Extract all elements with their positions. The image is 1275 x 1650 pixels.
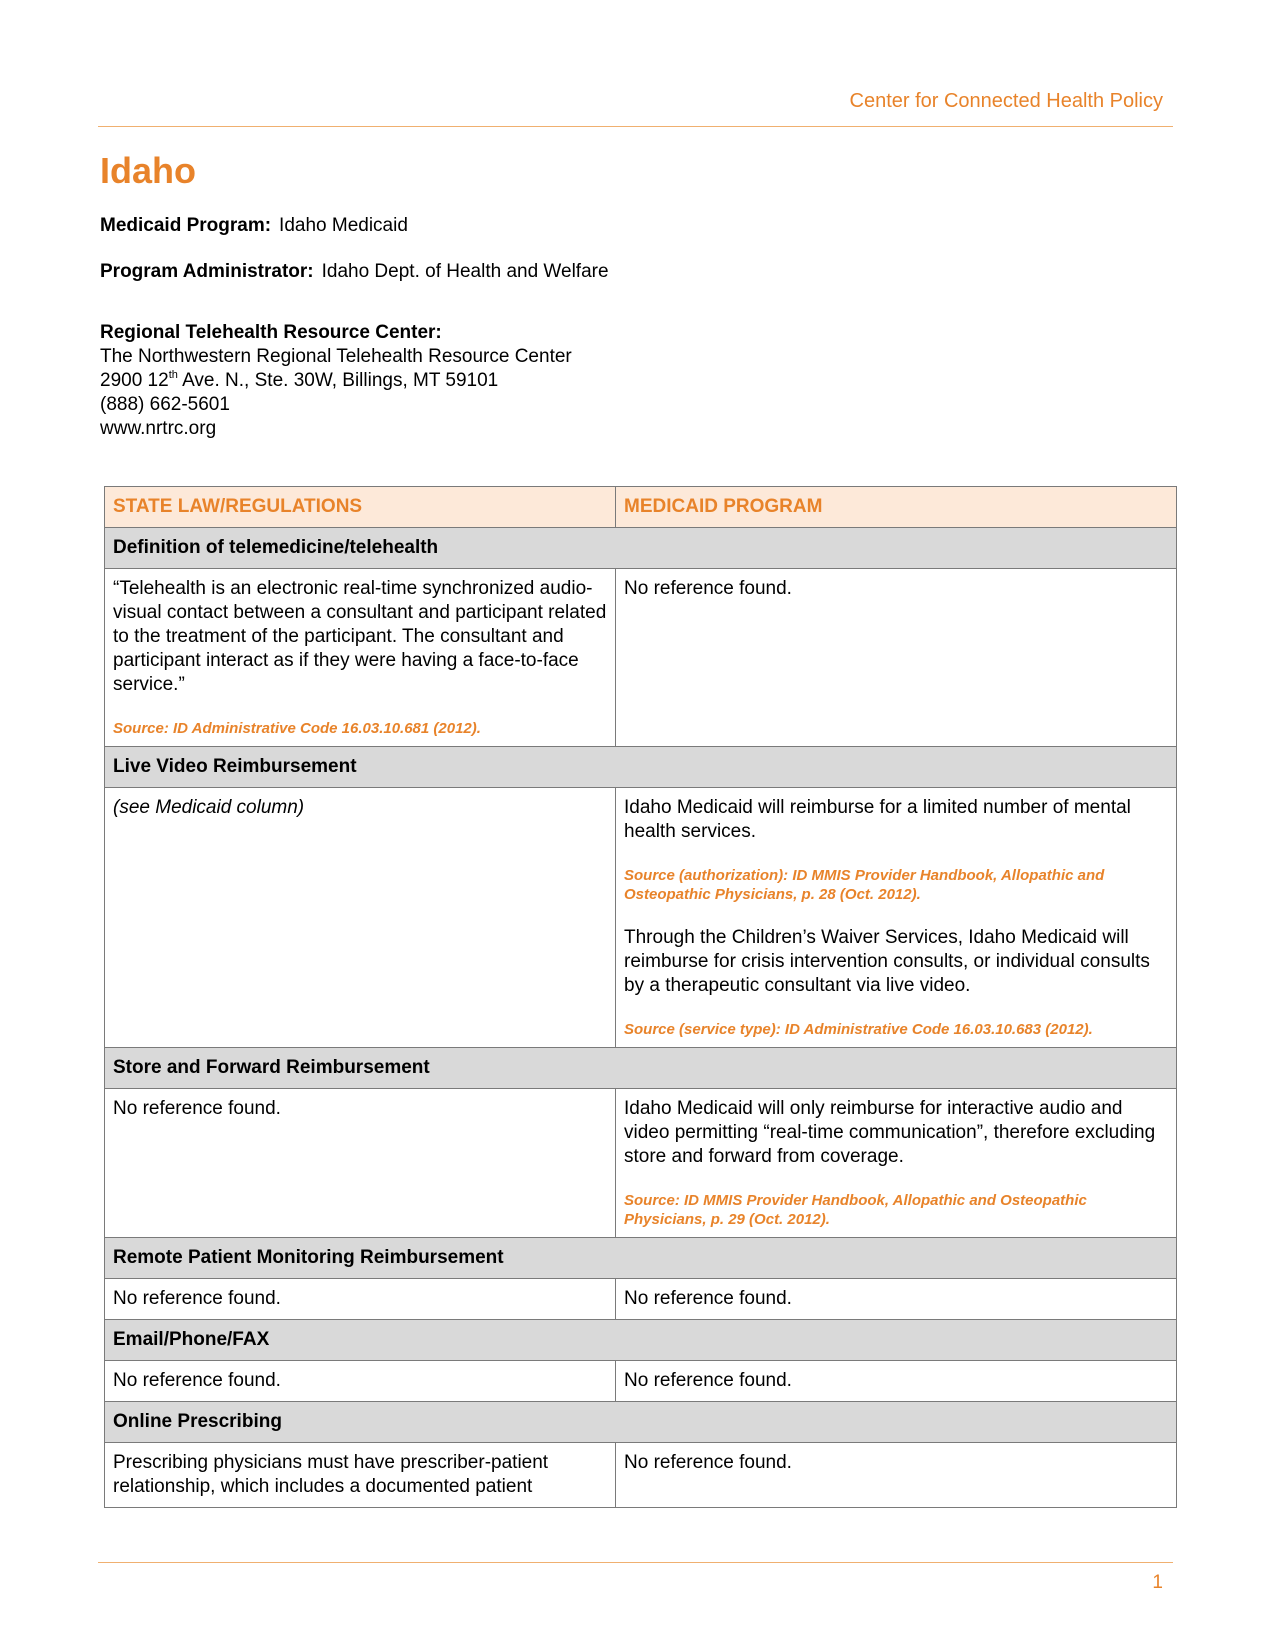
address-street-number: 2900 12 [100, 370, 169, 391]
section-row-email-phone-fax [105, 1320, 1177, 1361]
section-row-online-prescribing [105, 1402, 1177, 1443]
law-cell: No reference found. [105, 1089, 616, 1238]
section-title: Live Video Reimbursement [105, 747, 1177, 788]
header-organization: Center for Connected Health Policy [849, 90, 1163, 112]
table-row [105, 1361, 1177, 1402]
header-divider [98, 126, 1173, 127]
resource-center-name: The Northwestern Regional Telehealth Resource Center [100, 346, 572, 367]
medicaid-text: Idaho Medicaid will reimburse for a limited number of mental health services. [624, 797, 1131, 842]
resource-center-website[interactable]: www.nrtrc.org [100, 418, 217, 439]
column-header-state-law: STATE LAW/REGULATIONS [105, 487, 616, 528]
table-row [105, 1443, 1177, 1508]
address-street-rest: Ave. N., Ste. 30W, Billings, MT 59101 [177, 370, 499, 391]
program-administrator-value: Idaho Dept. of Health and Welfare [321, 261, 609, 282]
medicaid-program-label: Medicaid Program: [100, 215, 272, 236]
law-source: Source: ID Administrative Code 16.03.10.681 (2012). [113, 720, 481, 737]
page-number: 1 [1152, 1572, 1163, 1593]
section-title: Remote Patient Monitoring Reimbursement [105, 1238, 1177, 1279]
address-ordinal-suffix: th [168, 369, 178, 381]
program-administrator-label: Program Administrator: [100, 261, 314, 282]
program-administrator-line [100, 260, 609, 284]
medicaid-source: Source (authorization): ID MMIS Provider Handbook, Allopathic and Osteopathic Physicians, p. 28 (Oct. 2012). [624, 867, 1105, 903]
medicaid-source: Source: ID MMIS Provider Handbook, Allopathic and Osteopathic Physicians, p. 29 (Oct. 2012). [624, 1192, 1087, 1228]
resource-center-address [100, 369, 572, 393]
law-cell: (see Medicaid column) [105, 788, 616, 1048]
law-text: “Telehealth is an electronic real-time synchronized audio-visual contact between a consultant and participant related to the treatment of the participant. The consultant and participant interact as if they were having a face-to-face service.” [113, 578, 607, 695]
medicaid-cell: No reference found. [616, 1361, 1177, 1402]
section-title: Store and Forward Reimbursement [105, 1048, 1177, 1089]
law-cell: No reference found. [105, 1361, 616, 1402]
medicaid-cell: No reference found. [616, 569, 1177, 747]
medicaid-program-value: Idaho Medicaid [279, 215, 408, 236]
section-row-definition [105, 528, 1177, 569]
medicaid-cell: No reference found. [616, 1443, 1177, 1508]
section-title: Definition of telemedicine/telehealth [105, 528, 1177, 569]
table-row [105, 1089, 1177, 1238]
section-row-store-forward [105, 1048, 1177, 1089]
law-cell: No reference found. [105, 1279, 616, 1320]
page-title: Idaho [100, 150, 196, 191]
column-header-medicaid: MEDICAID PROGRAM [616, 487, 1177, 528]
section-row-remote-monitoring [105, 1238, 1177, 1279]
medicaid-cell [616, 788, 1177, 1048]
policy-table [104, 486, 1177, 1508]
law-cell [105, 569, 616, 747]
resource-center-block [100, 321, 572, 441]
medicaid-source: Source (service type): ID Administrative Code 16.03.10.683 (2012). [624, 1021, 1093, 1038]
table-row [105, 788, 1177, 1048]
medicaid-text: Through the Children’s Waiver Services, Idaho Medicaid will reimburse for crisis intervention consults, or individual consults by a therapeutic consultant via live video. [624, 927, 1150, 996]
resource-center-phone: (888) 662-5601 [100, 394, 230, 415]
medicaid-cell: No reference found. [616, 1279, 1177, 1320]
medicaid-program-line [100, 214, 408, 238]
medicaid-cell [616, 1089, 1177, 1238]
medicaid-text: Idaho Medicaid will only reimburse for interactive audio and video permitting “real-time communication”, therefore excluding store and forward from coverage. [624, 1098, 1156, 1167]
section-row-live-video [105, 747, 1177, 788]
table-row [105, 1279, 1177, 1320]
table-row [105, 569, 1177, 747]
law-cell: Prescribing physicians must have prescriber-patient relationship, which includes a documented patient [105, 1443, 616, 1508]
resource-center-label: Regional Telehealth Resource Center: [100, 322, 442, 343]
section-title: Online Prescribing [105, 1402, 1177, 1443]
section-title: Email/Phone/FAX [105, 1320, 1177, 1361]
table-header-row [105, 487, 1177, 528]
footer-divider [98, 1562, 1173, 1563]
